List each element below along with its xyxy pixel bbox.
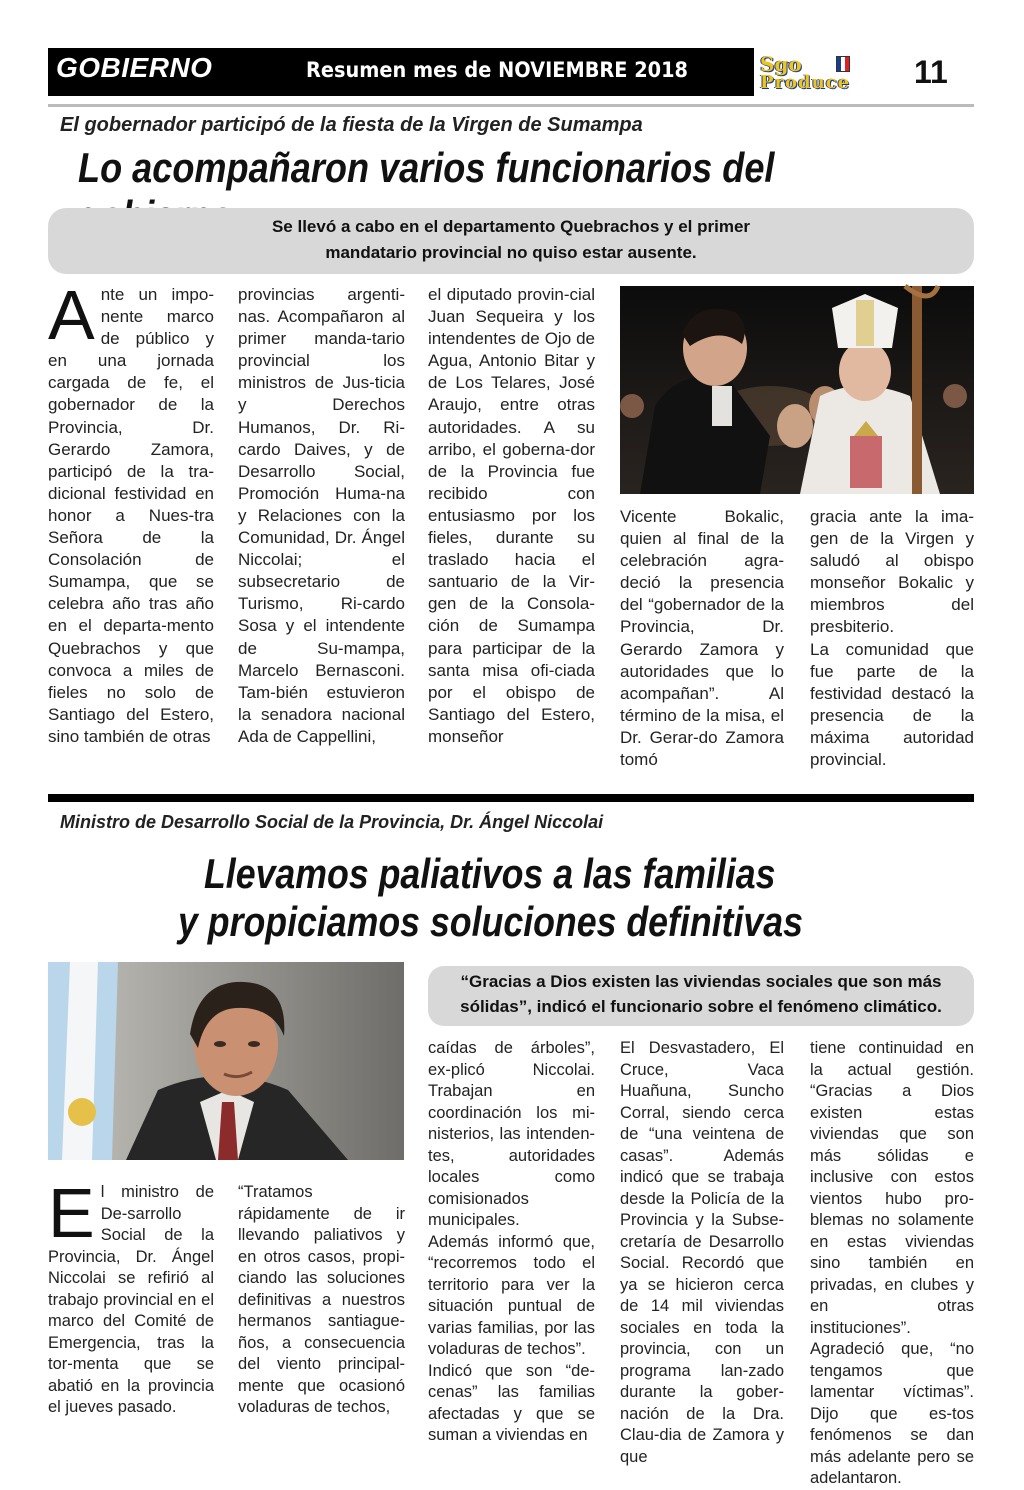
article1-column-2 <box>238 284 405 748</box>
article2-summary-line2: sólidas”, indicó el funcionario sobre el fenómeno climático. <box>460 996 942 1016</box>
article2-column-3 <box>428 1038 595 1447</box>
article1-summary-line1: Se llevó a cabo en el departamento Quebrachos y el primer <box>271 217 751 236</box>
page-number: 11 <box>914 54 948 90</box>
logo-text-top: Sgo <box>760 52 802 76</box>
article2-col5-para2: Agradeció que, “no tengamos que lamentar víctimas”. Dijo que es-tos fenómenos se dan más adelante pero se adelantaron. <box>810 1340 974 1487</box>
article2-col3-para2: Además informó que, “recorremos todo el territorio para ver la situación puntual de varias familias, por las voladuras de techos”. <box>428 1232 595 1358</box>
article1-col4-text: Vicente Bokalic, quien al final de la celebración agra-deció la presencia del “gobernador de la Provincia, Dr. Gerardo Zamora y autoridades que lo acompañan”. Al término de la misa, el Dr. Gerar-do Zamora tomó <box>620 507 784 770</box>
article1-col3-text: el diputado provin-cial Juan Sequeira y los intendentes de Ojo de Agua, Antonio Bitar y de Los Telares, José Araujo, entre otras autoridades. A su arribo, el goberna-dor de la Provincia fue recibido con entusiasmo por los fieles, durante su traslado hacia el santuario de la Vir-gen de la Consola-ción de Sumampa para participar de la santa misa ofi-ciada por el obispo de Santiago del Estero, monseñor <box>428 285 595 746</box>
article1-column-3 <box>428 284 595 748</box>
article2-column-4 <box>620 1038 784 1468</box>
article1-headline: Lo acompañaron varios funcionarios del <box>78 144 775 191</box>
article2-col2-text: “Tratamos rápidamente de ir llevando paliativos y en otros casos, propi-ciando las soluciones definitivas a nuestros hermanos santiague-ños, a consecuencia del viento principal-mente que ocasionó voladuras de techos, <box>238 1183 405 1416</box>
article2-column-1 <box>48 1174 214 1419</box>
governor-bishop-photo <box>620 286 974 494</box>
article2-dropcap: E <box>48 1174 95 1252</box>
governor-bishop-photo-art <box>620 286 974 494</box>
article1-summary-line2: mandatario provincial no quiso estar ausente. <box>325 242 697 262</box>
article2-col3-para3: Indicó que son “de-cenas” las familias afectadas y que se suman a viviendas en <box>428 1361 595 1444</box>
flag-icon <box>836 56 850 72</box>
article1-col5-para1: gracia ante la ima-gen de la Virgen y saludó al obispo monseñor Bokalic y miembros del presbiterio. <box>810 507 974 637</box>
article1-kicker: El gobernador participó de la fiesta de la Virgen de Sumampa <box>60 114 643 136</box>
article1-col5-para2: La comunidad que fue parte de la festividad destacó la presencia de la máxima autoridad provincial. <box>810 639 974 770</box>
article2-summary-line1: “Gracias a Dios existen las viviendas sociales que son más <box>460 972 942 991</box>
section-title: GOBIERNO <box>56 52 213 83</box>
minister-photo <box>48 962 404 1160</box>
article2-headline-line1: Llevamos paliativos a las familias <box>204 850 776 897</box>
article2-col5-para1: tiene continuidad en la actual gestión. “Gracias a Dios existen estas viviendas que son más sólidas e inclusive con estos vientos hubo pro-blemas no solamente en estas viviendas sino también en privadas, en clubes y en otras instituciones”. <box>810 1039 974 1337</box>
article1-column-4 <box>620 506 784 771</box>
article2-column-5 <box>810 1038 974 1490</box>
sgo-produce-logo <box>758 52 898 96</box>
article2-headline-line2: y propiciamos soluciones definitivas <box>178 898 803 945</box>
article1-col2-text: provincias argenti-nas. Acompañaron al primer manda-tario provincial los ministros de Jus-ticia y Derechos Humanos, Dr. Ri-cardo Daives, y de Desarrollo Social, Promoción Huma-na y Relaciones con la Comunidad, Dr. Ángel Niccolai; el subsecretario de Turismo, Ri-cardo Sosa y el intendente de Su-mampa, Marcelo Bernasconi. Tam-bién estuvieron la senadora nacional Ada de Cappellini, <box>238 285 405 746</box>
article2-col4-text: El Desvastadero, El Cruce, Vaca Huañuna, Suncho Corral, siendo cerca de “una veintena de casas”. Además indicó que se trabaja desde la Policía de la Provincia y la Subse-cretaría de Desarrollo Social. Recordó que ya se hicieron cerca de 14 mil viviendas sociales en toda la provincia, con un programa lan-zado durante la gober-nación de la Dra. Clau-dia de Zamora y que <box>620 1039 784 1466</box>
article2-kicker: Ministro de Desarrollo Social de la Provincia, Dr. Ángel Niccolai <box>60 812 604 832</box>
issue-summary: Resumen mes de NOVIEMBRE 2018 <box>306 58 689 82</box>
article1-col1-text: nte un impo-nente marco de público y en una jornada cargada de fe, el gobernador de la Provincia, Dr. Gerardo Zamora, participó de la tra-dicional festividad en honor a Nues-tra Señora de la Consolación de Sumampa, que se celebra año tras año en el departa-mento Quebrachos y que convoca a miles de fieles no solo de Santiago del Estero, sino también de otras <box>48 285 214 746</box>
minister-photo-art <box>48 962 404 1160</box>
logo-text-bottom: Produce <box>760 72 851 93</box>
article1-dropcap: A <box>48 276 95 354</box>
article2-summary-box <box>428 966 974 1026</box>
section-divider <box>48 794 974 802</box>
article2-col1-text: l ministro de De-sarrollo Social de la Provincia, Dr. Ángel Niccolai se refirió al trabajo provincial en el marco del Comité de Emergencia, tras la tor-menta que se abatió en la provincia el jueves pasado. <box>48 1183 214 1416</box>
article1-column-1 <box>48 276 214 748</box>
header-rule <box>48 104 974 107</box>
article2-col3-para1: caídas de árboles”, ex-plicó Niccolai. Trabajan en coordinación los mi-nisterios, las intenden-tes, autoridades locales como comisionados municipales. <box>428 1039 595 1229</box>
article1-column-5 <box>810 506 974 771</box>
article1-summary-box <box>48 208 974 274</box>
article2-column-2 <box>238 1182 405 1419</box>
